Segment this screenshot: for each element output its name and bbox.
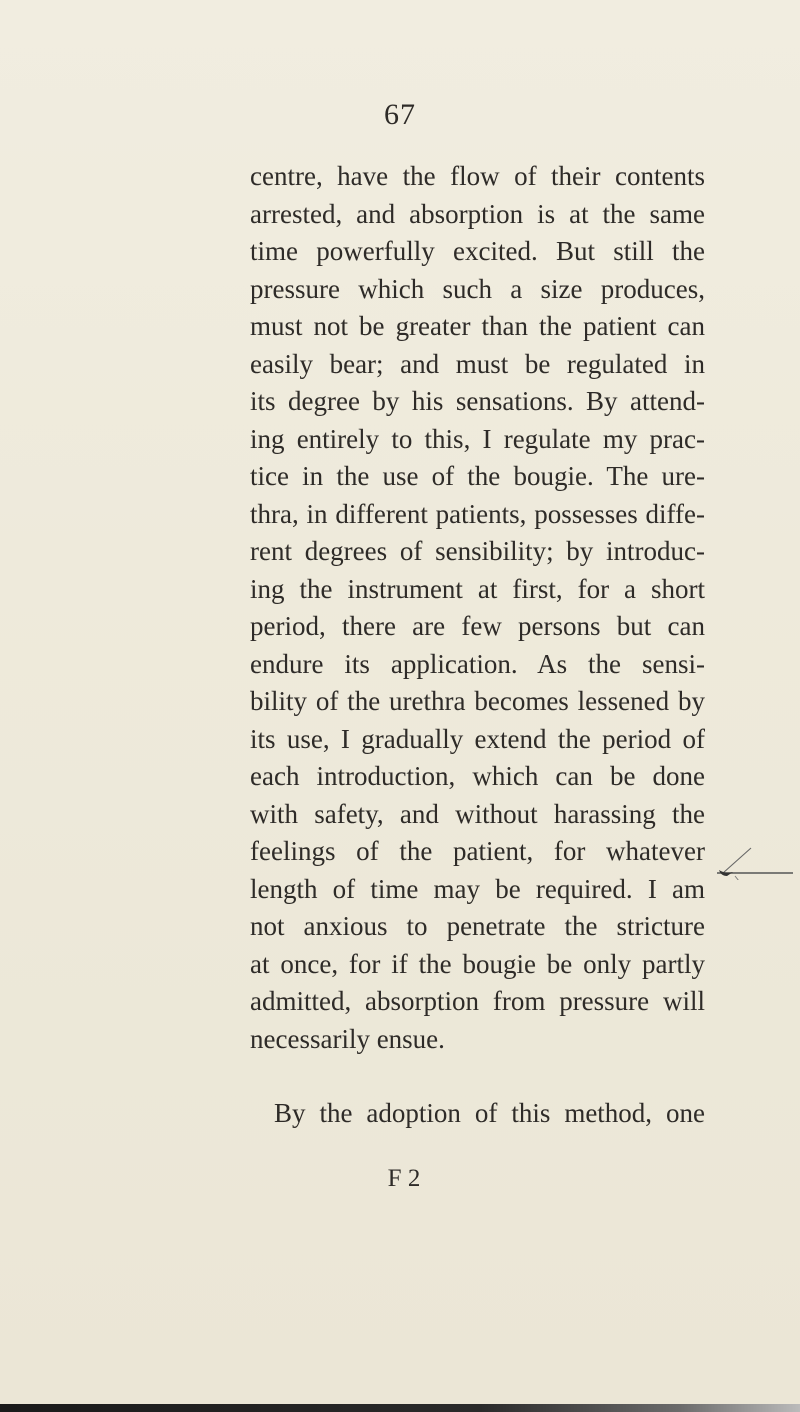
text-line: period, there are few persons but can [250, 611, 705, 641]
text-line: each introduction, which can be done [250, 761, 705, 791]
text-line: with safety, and without harassing the [250, 798, 705, 829]
text-line: feelings of the patient, for whatever [250, 836, 705, 866]
text-line: endure its application. As the sensi- [250, 648, 705, 679]
text-line: easily bear; and must be regulated in [250, 348, 705, 379]
paragraph-end-line: necessarily ensue. [250, 1023, 445, 1054]
text-line: time powerfully excited. But still the [250, 236, 705, 266]
margin-pen-mark-icon [705, 790, 795, 880]
text-line: ing the instrument at first, for a short [250, 573, 705, 604]
page-number: 67 [384, 98, 416, 131]
text-line: thra, in different patients, possesses diffe- [250, 498, 705, 529]
text-line: its use, I gradually extend the period of [250, 723, 705, 754]
text-line: length of time may be required. I am [250, 873, 705, 904]
text-line: arrested, and absorption is at the same [250, 198, 705, 229]
text-line: not anxious to penetrate the stricture [250, 911, 705, 941]
text-line: its degree by his sensations. By attend- [250, 386, 705, 416]
text-line: tice in the use of the bougie. The ure- [250, 461, 705, 491]
text-line: admitted, absorption from pressure will [250, 986, 705, 1016]
signature-mark: F 2 [387, 1165, 421, 1192]
paragraph-gap [250, 1058, 705, 1095]
text-line: ing entirely to this, I regulate my prac- [250, 423, 705, 454]
text-line: bility of the urethra becomes lessened by [250, 686, 705, 716]
text-line: at once, for if the bougie be only partly [250, 948, 705, 979]
text-line: pressure which such a size produces, [250, 273, 705, 304]
body-text [250, 158, 705, 1133]
page-bottom-edge [0, 1404, 800, 1412]
paragraph-start-line: By the adoption of this method, one [274, 1098, 705, 1128]
text-line: must not be greater than the patient can [250, 311, 705, 341]
text-line: rent degrees of sensibility; by introduc- [250, 536, 705, 566]
text-line: centre, have the flow of their contents [250, 161, 705, 191]
